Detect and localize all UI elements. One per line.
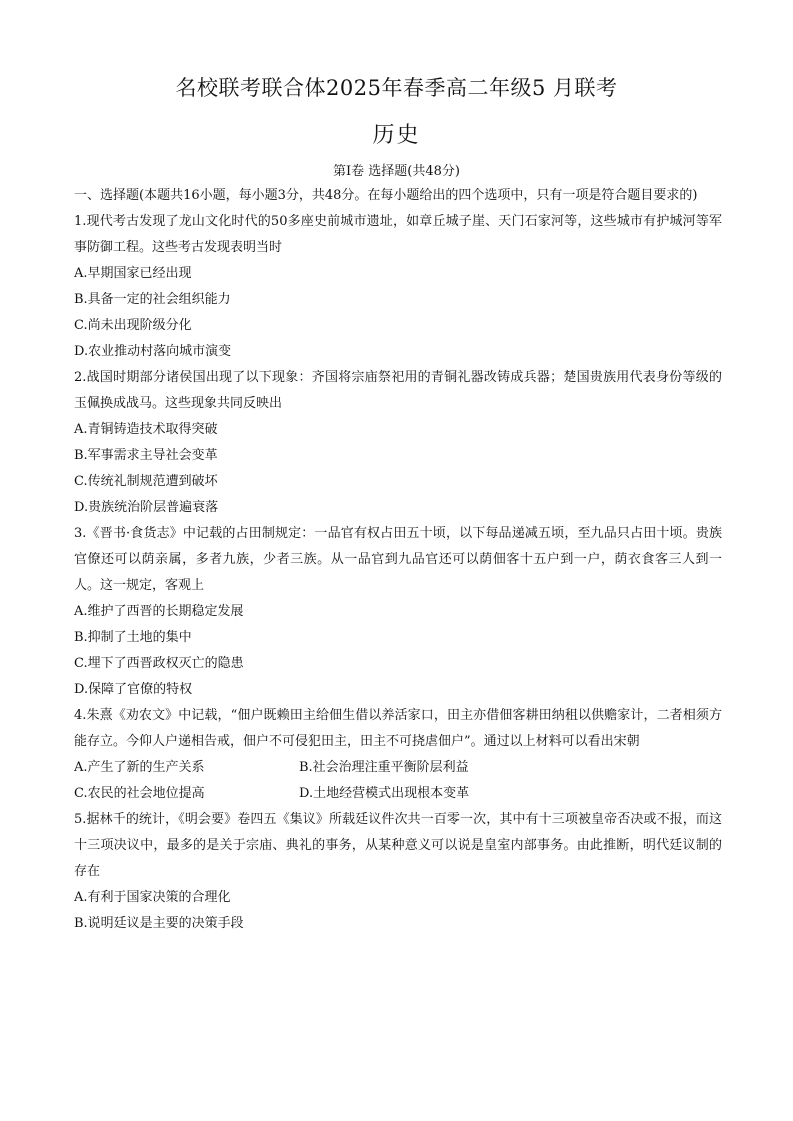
- option-d: D.贵族统治阶层普遍衰落: [74, 500, 219, 515]
- option-c: C.尚未出现阶级分化: [74, 318, 192, 333]
- exam-title: 名校联考联合体2025年春季高二年级5 月联考: [175, 76, 618, 100]
- question-stem: 5.据林千的统计，《明会要》卷四五《集议》所载廷议件次共一百零一次，其中有十三项被皇帝否决或不报，而这十三项决议中，最多的是关于宗庙、典礼的事务，从某种意义可以说是皇室内部事务。由此推断，明代廷议制的存在: [74, 812, 722, 879]
- option-b: B.说明廷议是主要的决策手段: [74, 916, 244, 931]
- question-stem: 1.现代考古发现了龙山文化时代的50多座史前城市遗址，如章丘城子崖、天门石家河等，这些城市有护城河等军事防御工程。这些考古发现表明当时: [74, 214, 722, 255]
- instructions: 一、选择题(本题共16小题，每小题3分，共48分。在每小题给出的四个选项中，只有一项是符合题目要求的): [74, 188, 698, 203]
- option-d: D.保障了官僚的特权: [74, 682, 193, 697]
- option-c: C.埋下了西晋政权灭亡的隐患: [74, 656, 244, 671]
- option-b: B.军事需求主导社会变革: [74, 448, 218, 463]
- option-c: C.农民的社会地位提高: [74, 786, 205, 801]
- question-stem: 3.《晋书·食货志》中记载的占田制规定：一品官有权占田五十顷，以下每品递减五顷，至九品只占田十顷。贵族官僚还可以荫亲属，多者九族，少者三族。从一品官到九品官还可以荫佃客十五户到一户，荫衣食客三人到一人。这一规定，客观上: [74, 526, 722, 593]
- option-a: A.有利于国家决策的合理化: [74, 890, 231, 905]
- option-a: A.早期国家已经出现: [74, 266, 192, 281]
- option-a: A.青铜铸造技术取得突破: [74, 422, 218, 437]
- question-list: [74, 183, 722, 937]
- option-a: A.产生了新的生产关系: [74, 760, 205, 775]
- option-b: B.抑制了土地的集中: [74, 630, 192, 645]
- question-stem: 2.战国时期部分诸侯国出现了以下现象：齐国将宗庙祭祀用的青铜礼器改铸成兵器；楚国贵族用代表身份等级的玉佩换成战马。这些现象共同反映出: [74, 370, 722, 411]
- option-d: D.农业推动村落向城市演变: [74, 344, 232, 359]
- option-c: C.传统礼制规范遭到破坏: [74, 474, 218, 489]
- option-row: [74, 755, 722, 781]
- option-b: B.社会治理注重平衡阶层利益: [299, 760, 469, 775]
- option-b: B.具备一定的社会组织能力: [74, 292, 231, 307]
- question-stem: 4.朱熹《劝农文》中记载，“佃户既赖田主给佃生借以养活家口，田主亦借佃客耕田纳租以供赡家计，二者相须方能存立。今仰人户递相告戒，佃户不可侵犯田主，田主不可挠虐佃户”。通过以上材料可以看出宋朝: [74, 708, 722, 749]
- option-a: A.维护了西晋的长期稳定发展: [74, 604, 244, 619]
- subject-title: 历史: [372, 123, 421, 148]
- section-heading: 第Ⅰ卷 选择题(共48分): [333, 164, 460, 179]
- option-d: D.土地经营模式出现根本变革: [299, 786, 470, 801]
- option-row: [74, 781, 722, 807]
